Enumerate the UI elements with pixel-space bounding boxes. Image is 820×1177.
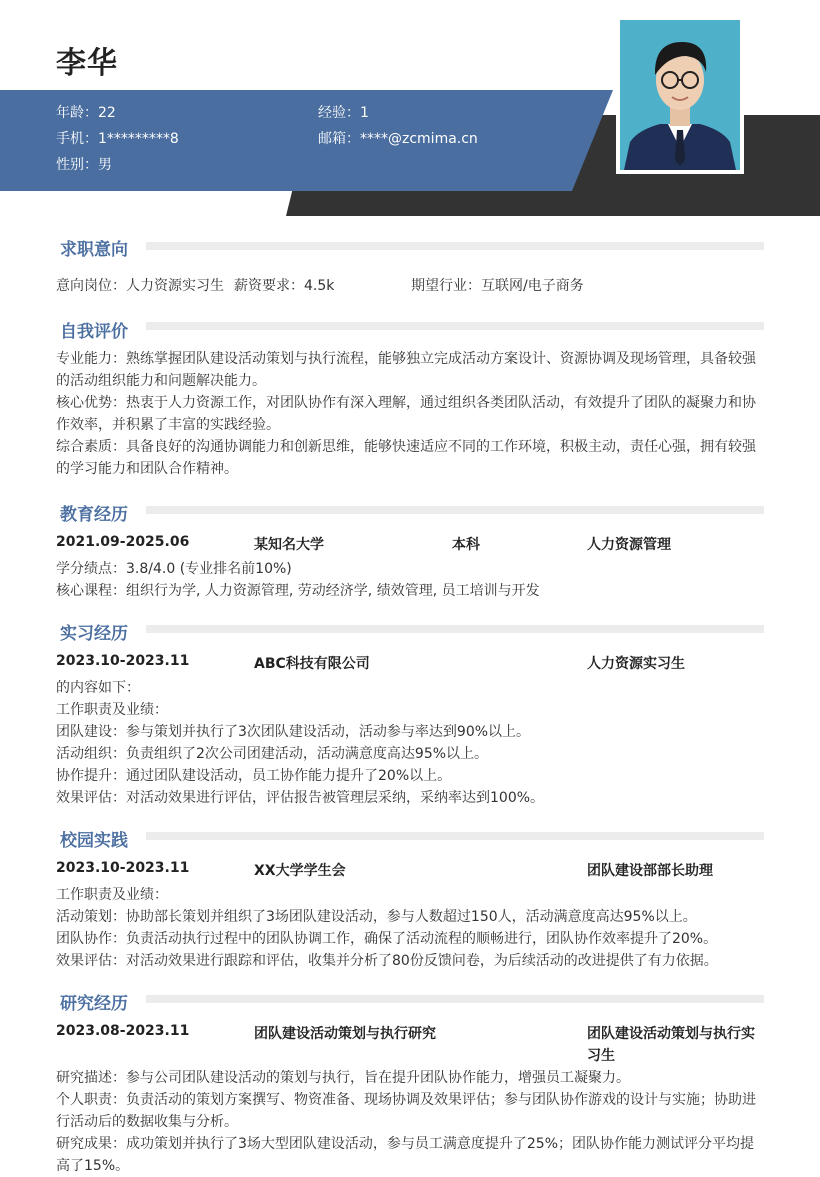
education-date: 2021.09-2025.06 — [56, 534, 190, 550]
education-major: 人力资源管理 — [587, 537, 671, 553]
profile-photo-frame — [616, 16, 744, 174]
research-duties: 个人职责：负责活动的策划方案撰写、物资准备、现场协调及效果评估；参与团队协作游戏的设计与实施；协助进行活动后的数据收集与分析。 — [56, 1092, 756, 1130]
self-eval-strengths: 核心优势：热衷于人力资源工作，对团队协作有深入理解，通过组织各类团队活动，有效提升了团队的凝聚力和协作效率，并积累了丰富的实践经验。 — [56, 395, 756, 433]
internship-line: 效果评估：对活动效果进行评估，评估报告被管理层采纳，采纳率达到100%。 — [56, 790, 545, 806]
internship-company: ABC科技有限公司 — [254, 656, 370, 672]
section-divider — [146, 322, 764, 330]
campus-role: 团队建设部部长助理 — [587, 863, 713, 879]
internship-line: 团队建设：参与策划并执行了3次团队建设活动，活动参与率达到90%以上。 — [56, 724, 531, 740]
campus-date: 2023.10-2023.11 — [56, 860, 190, 876]
internship-line: 活动组织：负责组织了2次公司团建活动，活动满意度高达95%以上。 — [56, 746, 489, 762]
section-title-self-eval: 自我评价 — [60, 322, 128, 342]
section-title-internship: 实习经历 — [60, 624, 128, 644]
research-results: 研究成果：成功策划并执行了3场大型团队建设活动，参与员工满意度提升了25%；团队协作能力测试评分平均提高了15%。 — [56, 1136, 755, 1174]
gender: 性别：男 — [56, 157, 112, 173]
internship-line: 工作职责及业绩： — [56, 702, 168, 718]
internship-role: 人力资源实习生 — [587, 656, 685, 672]
research-project: 团队建设活动策划与执行研究 — [254, 1026, 436, 1042]
section-divider — [146, 995, 764, 1003]
self-eval-professional: 专业能力：熟练掌握团队建设活动策划与执行流程，能够独立完成活动方案设计、资源协调及现场管理，具备较强的活动组织能力和问题解决能力。 — [56, 351, 756, 389]
campus-line: 效果评估：对活动效果进行跟踪和评估，收集并分析了80份反馈问卷，为后续活动的改进提供了有力依据。 — [56, 953, 718, 969]
intent-position: 意向岗位：人力资源实习生 — [56, 278, 224, 294]
section-title-research: 研究经历 — [60, 994, 128, 1014]
candidate-name: 李华 — [56, 46, 118, 81]
research-date: 2023.08-2023.11 — [56, 1023, 190, 1039]
intent-salary: 薪资要求：4.5k — [234, 278, 335, 294]
research-role: 团队建设活动策划与执行实习生 — [587, 1026, 755, 1064]
education-courses: 核心课程：组织行为学, 人力资源管理, 劳动经济学, 绩效管理, 员工培训与开发 — [56, 583, 540, 599]
phone: 手机：1*********8 — [56, 131, 179, 147]
section-divider — [146, 506, 764, 514]
section-divider — [146, 832, 764, 840]
research-description: 研究描述：参与公司团队建设活动的策划与执行，旨在提升团队协作能力，增强员工凝聚力。 — [56, 1070, 630, 1086]
education-school: 某知名大学 — [254, 537, 324, 553]
campus-line: 活动策划：协助部长策划并组织了3场团队建设活动，参与人数超过150人，活动满意度高达95%以上。 — [56, 909, 697, 925]
experience: 经验：1 — [318, 105, 369, 121]
age: 年龄：22 — [56, 105, 116, 121]
education-degree: 本科 — [452, 537, 480, 553]
section-title-campus: 校园实践 — [60, 831, 128, 851]
section-divider — [146, 625, 764, 633]
internship-line: 的内容如下： — [56, 680, 140, 696]
section-title-education: 教育经历 — [60, 505, 128, 525]
campus-line: 工作职责及业绩： — [56, 887, 168, 903]
campus-line: 团队协作：负责活动执行过程中的团队协调工作，确保了活动流程的顺畅进行，团队协作效率提升了20%。 — [56, 931, 718, 947]
avatar-icon — [620, 20, 740, 170]
internship-date: 2023.10-2023.11 — [56, 653, 190, 669]
campus-org: XX大学学生会 — [254, 863, 346, 879]
education-gpa: 学分绩点：3.8/4.0 (专业排名前10%) — [56, 561, 292, 577]
section-title-intent: 求职意向 — [60, 240, 128, 260]
email: 邮箱：****@zcmima.cn — [318, 131, 478, 147]
internship-line: 协作提升：通过团队建设活动，员工协作能力提升了20%以上。 — [56, 768, 452, 784]
self-eval-qualities: 综合素质：具备良好的沟通协调能力和创新思维，能够快速适应不同的工作环境，积极主动，责任心强，拥有较强的学习能力和团队合作精神。 — [56, 439, 756, 477]
intent-industry: 期望行业：互联网/电子商务 — [411, 278, 584, 294]
section-divider — [146, 242, 764, 250]
profile-photo — [620, 20, 740, 170]
